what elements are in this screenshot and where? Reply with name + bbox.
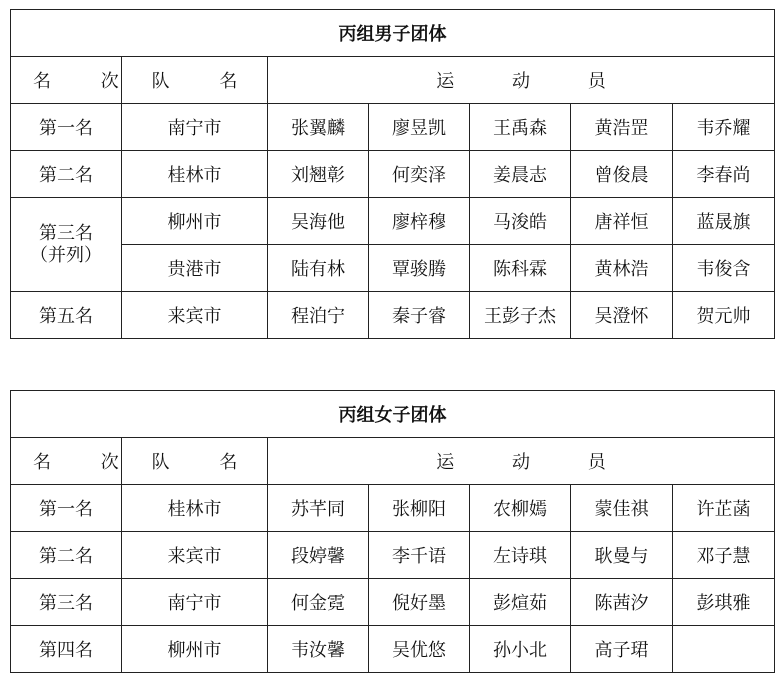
player-cell: 左诗琪 <box>470 532 571 579</box>
rank-cell: 第一名 <box>11 485 122 532</box>
rank-cell: 第四名 <box>11 626 122 673</box>
header-rank: 名 次 <box>11 57 122 104</box>
team-cell: 贵港市 <box>122 245 268 292</box>
women-team-table <box>10 390 775 673</box>
player-cell: 农柳嫣 <box>470 485 571 532</box>
player-cell: 蓝晟旗 <box>673 198 775 245</box>
player-cell: 程泊宁 <box>268 292 369 339</box>
player-cell: 黄林浩 <box>571 245 673 292</box>
player-cell: 王禹森 <box>470 104 571 151</box>
team-cell: 来宾市 <box>122 532 268 579</box>
rank-cell: 第五名 <box>11 292 122 339</box>
player-cell: 廖昱凯 <box>369 104 470 151</box>
table-row <box>11 198 775 245</box>
rank-cell: 第三名 <box>11 579 122 626</box>
player-cell-empty <box>673 626 775 673</box>
player-cell: 刘翘彰 <box>268 151 369 198</box>
table-row <box>11 245 775 292</box>
table-row <box>11 151 775 198</box>
table-row <box>11 626 775 673</box>
rank-cell: 第二名 <box>11 151 122 198</box>
player-cell: 许芷菡 <box>673 485 775 532</box>
men-team-table <box>10 9 775 339</box>
player-cell: 吴澄怀 <box>571 292 673 339</box>
player-cell: 马浚皓 <box>470 198 571 245</box>
rank-label: 第三名 <box>39 222 93 244</box>
player-cell: 韦汝馨 <box>268 626 369 673</box>
player-cell: 何金霓 <box>268 579 369 626</box>
player-cell: 邓子慧 <box>673 532 775 579</box>
player-cell: 陈科霖 <box>470 245 571 292</box>
header-players: 运 动 员 <box>268 57 775 104</box>
player-cell: 耿曼与 <box>571 532 673 579</box>
table-row <box>11 485 775 532</box>
header-row <box>11 438 775 485</box>
table-title-row <box>11 10 775 57</box>
player-cell: 李千语 <box>369 532 470 579</box>
header-row <box>11 57 775 104</box>
player-cell: 高子珺 <box>571 626 673 673</box>
header-team: 队 名 <box>122 438 268 485</box>
rank-note: （并列） <box>30 244 102 266</box>
player-cell: 贺元帅 <box>673 292 775 339</box>
player-cell: 陈茜汐 <box>571 579 673 626</box>
player-cell: 苏芊同 <box>268 485 369 532</box>
player-cell: 唐祥恒 <box>571 198 673 245</box>
player-cell: 覃骏腾 <box>369 245 470 292</box>
player-cell: 何奕泽 <box>369 151 470 198</box>
header-players: 运 动 员 <box>268 438 775 485</box>
player-cell: 吴优悠 <box>369 626 470 673</box>
player-cell: 黄浩罡 <box>571 104 673 151</box>
player-cell: 廖梓穆 <box>369 198 470 245</box>
team-cell: 柳州市 <box>122 626 268 673</box>
table-row <box>11 292 775 339</box>
team-cell: 桂林市 <box>122 151 268 198</box>
rank-cell: 第二名 <box>11 532 122 579</box>
player-cell: 曾俊晨 <box>571 151 673 198</box>
player-cell: 姜晨志 <box>470 151 571 198</box>
header-team: 队 名 <box>122 57 268 104</box>
player-cell: 秦子睿 <box>369 292 470 339</box>
player-cell: 彭琪雅 <box>673 579 775 626</box>
table-row <box>11 104 775 151</box>
player-cell: 李春尚 <box>673 151 775 198</box>
table-row <box>11 532 775 579</box>
table-title: 丙组女子团体 <box>11 391 775 438</box>
player-cell: 陆有林 <box>268 245 369 292</box>
team-cell: 南宁市 <box>122 104 268 151</box>
team-cell: 桂林市 <box>122 485 268 532</box>
player-cell: 倪好墨 <box>369 579 470 626</box>
table-title-row <box>11 391 775 438</box>
team-cell: 来宾市 <box>122 292 268 339</box>
player-cell: 蒙佳祺 <box>571 485 673 532</box>
table-row <box>11 579 775 626</box>
player-cell: 韦乔耀 <box>673 104 775 151</box>
player-cell: 张翼麟 <box>268 104 369 151</box>
rank-cell-tied <box>11 198 122 292</box>
rank-cell: 第一名 <box>11 104 122 151</box>
team-cell: 南宁市 <box>122 579 268 626</box>
player-cell: 段婷馨 <box>268 532 369 579</box>
player-cell: 彭煊茹 <box>470 579 571 626</box>
player-cell: 韦俊含 <box>673 245 775 292</box>
header-rank: 名 次 <box>11 438 122 485</box>
player-cell: 孙小北 <box>470 626 571 673</box>
player-cell: 张柳阳 <box>369 485 470 532</box>
table-title: 丙组男子团体 <box>11 10 775 57</box>
team-cell: 柳州市 <box>122 198 268 245</box>
player-cell: 王彭子杰 <box>470 292 571 339</box>
player-cell: 吴海他 <box>268 198 369 245</box>
